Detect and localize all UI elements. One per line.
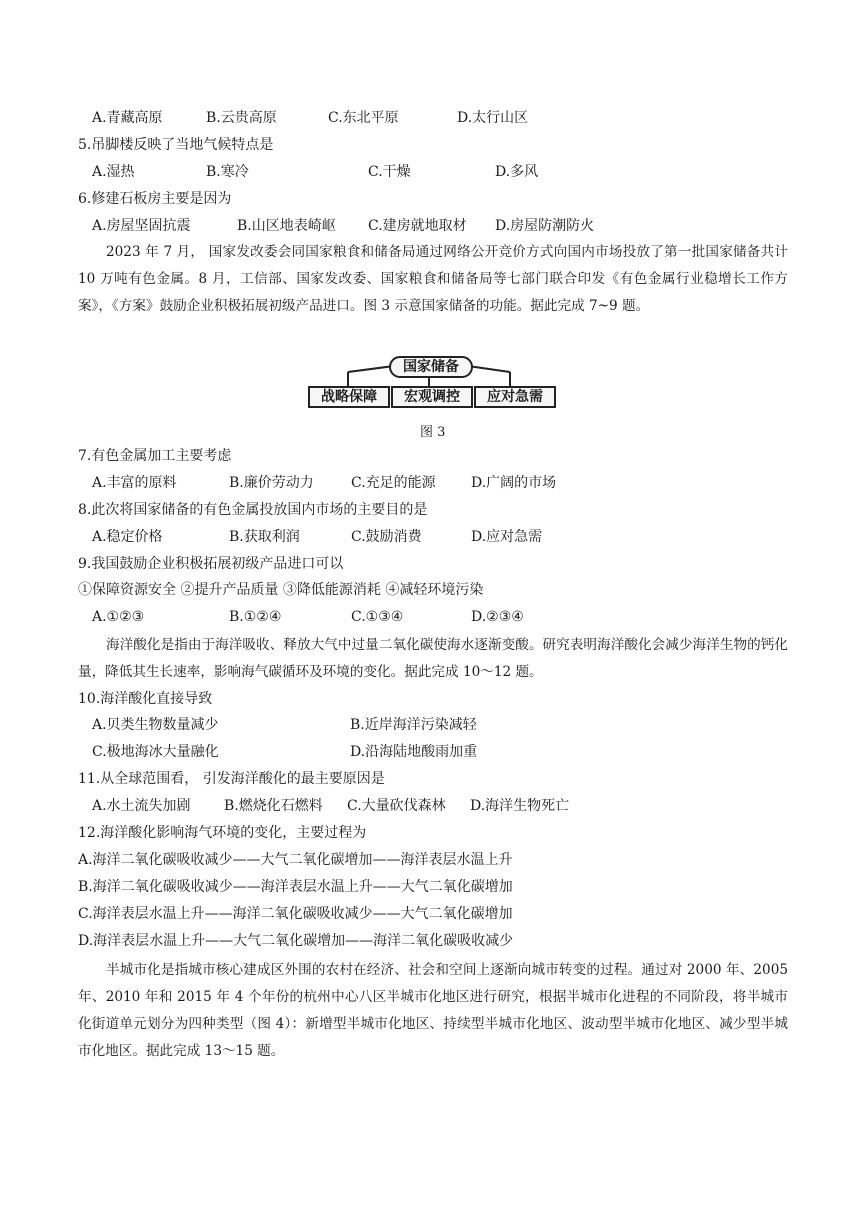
q6-option-c[interactable]: C.建房就地取材 [368, 218, 467, 234]
q10-option-c[interactable]: C.极地海冰大量融化 [92, 744, 219, 760]
passage-10-12: 海洋酸化是指由于海洋吸收、释放大气中过量二氧化碳使海水逐渐变酸。研究表明海洋酸化会减少海洋生物的钙化量，降低其生长速率，影响海气碳循环及环境的变化。据此完成 10～12 题。 [78, 637, 788, 680]
q12-option-a[interactable]: A.海洋二氧化碳吸收减少——大气二氧化碳增加——海洋表层水温上升 [78, 852, 513, 868]
q4-option-b[interactable]: B.云贵高原 [206, 110, 277, 126]
q12-stem: 12.海洋酸化影响海气环境的变化，主要过程为 [78, 825, 367, 841]
q12-option-d[interactable]: D.海洋表层水温上升——大气二氧化碳增加——海洋二氧化碳吸收减少 [78, 933, 514, 949]
q10-option-a[interactable]: A.贝类生物数量减少 [92, 717, 219, 733]
figure-3-box-emergency: 应对急需 [474, 386, 556, 408]
q5-option-b[interactable]: B.寒冷 [206, 164, 249, 180]
q5-option-d[interactable]: D.多风 [495, 164, 539, 180]
q8-option-c[interactable]: C.鼓励消费 [351, 529, 422, 545]
q5-option-a[interactable]: A.湿热 [92, 164, 135, 180]
q11-option-a[interactable]: A.水土流失加剧 [92, 798, 191, 814]
q11-stem: 11.从全球范围看， 引发海洋酸化的最主要原因是 [78, 771, 385, 787]
q9-stem: 9.我国鼓励企业积极拓展初级产品进口可以 [78, 556, 344, 572]
q12-option-b[interactable]: B.海洋二氧化碳吸收减少——海洋表层水温上升——大气二氧化碳增加 [78, 879, 513, 895]
q5-stem: 5.吊脚楼反映了当地气候特点是 [78, 137, 274, 153]
figure-3-diagram [306, 352, 556, 408]
q9-option-a[interactable]: A.①②③ [92, 609, 145, 625]
q9-option-d[interactable]: D.②③④ [471, 609, 524, 625]
passage-7-9: 2023 年 7 月， 国家发改委会同国家粮食和储备局通过网络公开竞价方式向国内市场投放了第一批国家储备共计 10 万吨有色金属。8 月，工信部、国家发改委、国家粮食和储备局等七部门联合印发《有色金属行业稳增长工作方案》，《方案》鼓励企业积极拓展初级产品进口。图 3 示意国家储备的功能。据此完成 7~9 题。 [78, 244, 788, 314]
q8-option-d[interactable]: D.应对急需 [471, 529, 543, 545]
q6-option-d[interactable]: D.房屋防潮防火 [495, 218, 595, 234]
q5-option-c[interactable]: C.干燥 [368, 164, 411, 180]
q7-option-c[interactable]: C.充足的能源 [351, 475, 436, 491]
q4-option-d[interactable]: D.太行山区 [457, 110, 529, 126]
q7-option-d[interactable]: D.广阔的市场 [471, 475, 557, 491]
q8-option-a[interactable]: A.稳定价格 [92, 529, 163, 545]
q7-option-b[interactable]: B.廉价劳动力 [229, 475, 314, 491]
figure-3-top-node: 国家储备 [389, 356, 473, 378]
q9-option-b[interactable]: B.①②④ [229, 609, 282, 625]
figure-3-box-macro: 宏观调控 [391, 386, 473, 408]
passage-13-15: 半城市化是指城市核心建成区外围的农村在经济、社会和空间上逐渐向城市转变的过程。通过对 2000 年、2005 年、2010 年和 2015 年 4 个年份的杭州中心八区半城市化地区进行研究，根据半城市化进程的不同阶段，将半城市化街道单元划分为四种类型（图 4）：新增型半城市化地区、持续型半城市化地区、波动型半城市化地区、减少型半城市化地区。据此完成 13～15 题。 [78, 962, 788, 1059]
q6-option-a[interactable]: A.房屋坚固抗震 [92, 218, 191, 234]
q12-option-c[interactable]: C.海洋表层水温上升——海洋二氧化碳吸收减少——大气二氧化碳增加 [78, 906, 513, 922]
figure-3-box-strategic: 战略保障 [308, 386, 390, 408]
q8-option-b[interactable]: B.获取利润 [229, 529, 300, 545]
q7-option-a[interactable]: A.丰富的原料 [92, 475, 177, 491]
q11-option-c[interactable]: C.大量砍伐森林 [347, 798, 446, 814]
q8-stem: 8.此次将国家储备的有色金属投放国内市场的主要目的是 [78, 502, 428, 518]
q11-option-b[interactable]: B.燃烧化石燃料 [224, 798, 323, 814]
q7-stem: 7.有色金属加工主要考虑 [78, 448, 232, 464]
q9-option-c[interactable]: C.①③④ [351, 609, 404, 625]
q10-stem: 10.海洋酸化直接导致 [78, 691, 213, 707]
q10-option-b[interactable]: B.近岸海洋污染减轻 [350, 717, 477, 733]
figure-3-caption: 图 3 [420, 425, 446, 440]
q10-option-d[interactable]: D.沿海陆地酸雨加重 [350, 744, 478, 760]
q4-option-a[interactable]: A.青藏高原 [92, 110, 163, 126]
q9-items: ①保障资源安全 ②提升产品质量 ③降低能源消耗 ④减轻环境污染 [78, 582, 484, 598]
q6-stem: 6.修建石板房主要是因为 [78, 191, 232, 207]
q11-option-d[interactable]: D.海洋生物死亡 [470, 798, 570, 814]
q6-option-b[interactable]: B.山区地表崎岖 [237, 218, 336, 234]
q4-option-c[interactable]: C.东北平原 [328, 110, 399, 126]
